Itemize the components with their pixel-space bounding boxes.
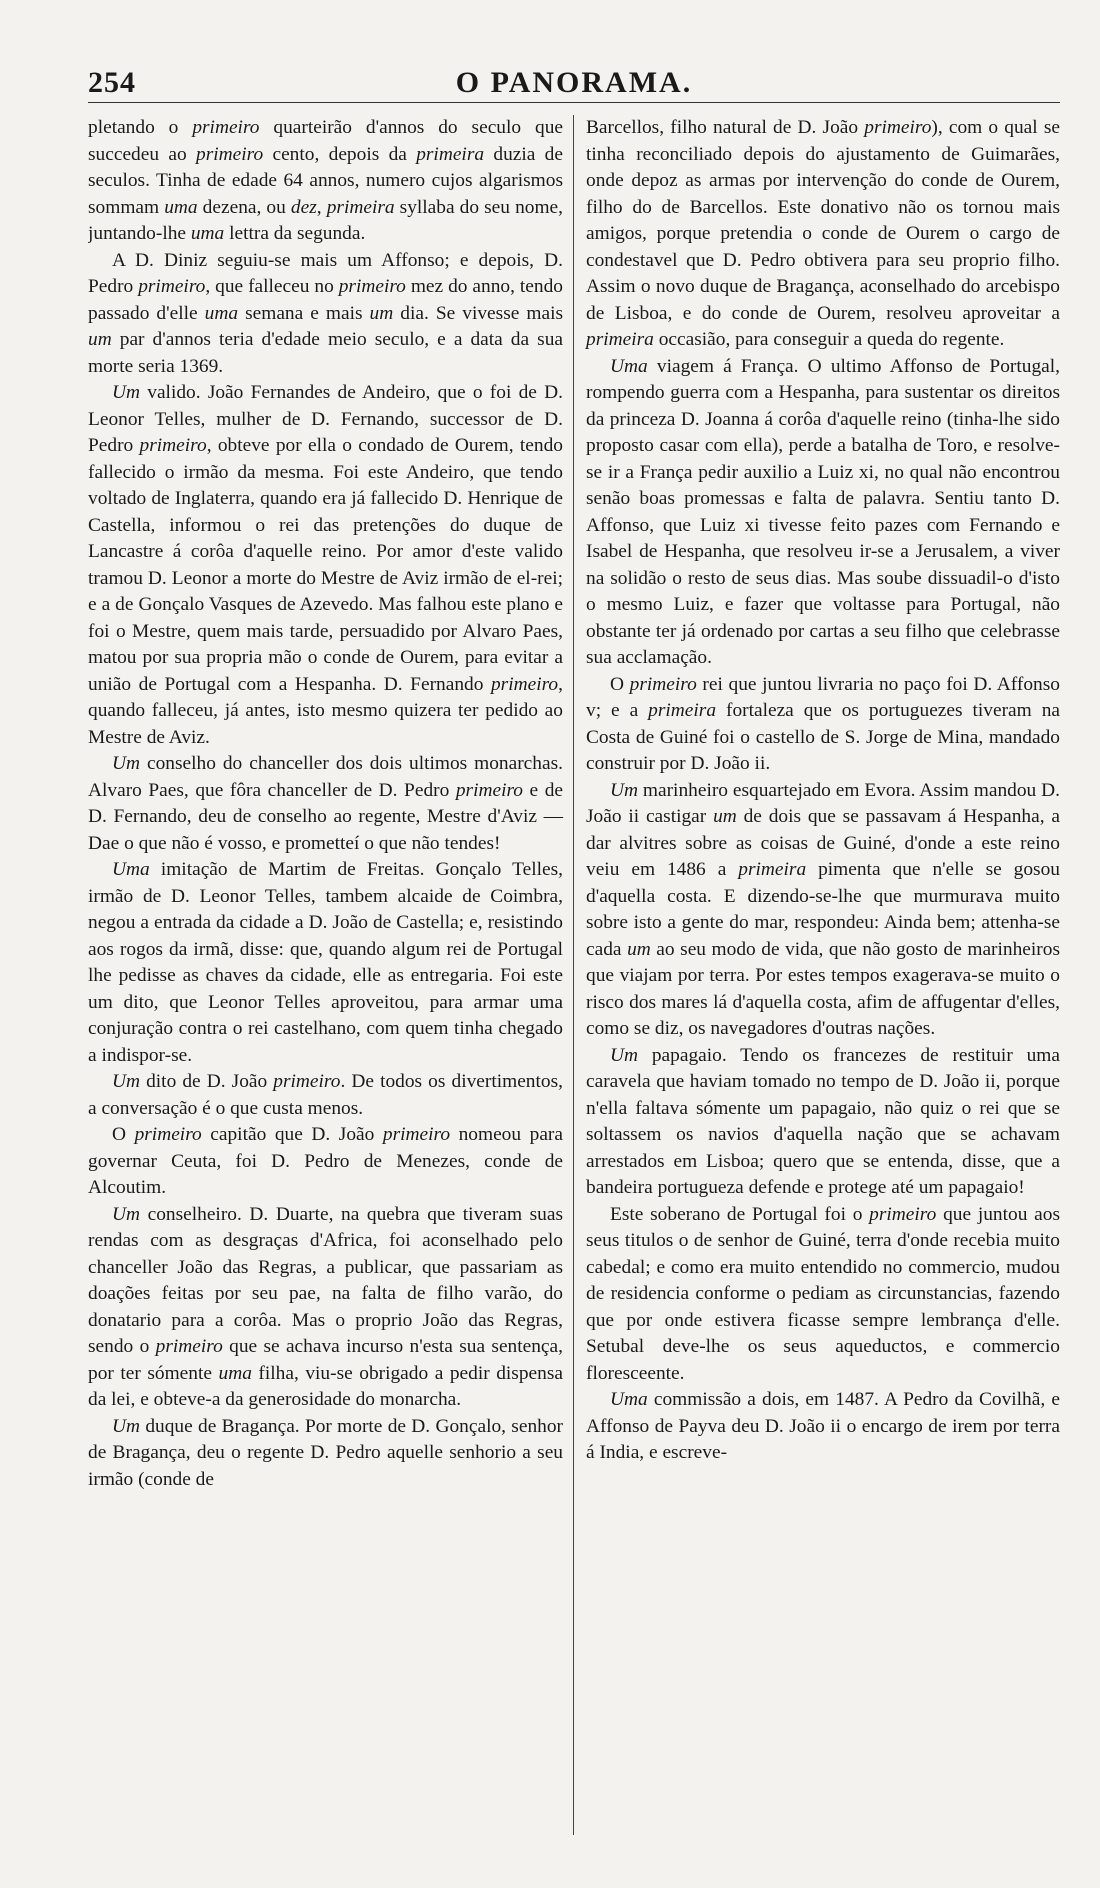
right-column [574, 115, 1060, 1835]
paragraph: Uma imitação de Martim de Freitas. Gonçalo Telles, irmão de D. Leonor Telles, tambem alcaide de Coimbra, negou a entrada da cidade a D. João de Castella; e, resistindo aos rogos da irmã, disse: que, quando algum rei de Portugal lhe pedisse as chaves da cidade, elle as entregaria. Foi este um dito, que Leonor Telles aproveitou, para armar uma conjuração contra o rei castelhano, com quem tinha chegado a indispor-se. [88, 859, 563, 1066]
paragraph: Barcellos, filho natural de D. João primeiro), com o qual se tinha reconciliado depois do ajustamento de Guimarães, onde depoz as armas por intervenção do conde de Ourem, filho do de Barcellos. Este donativo não os tornou mais amigos, porque pretendia o conde de Ourem o cargo de condestavel que D. Pedro obtivera para seu proprio filho. Assim o novo duque de Bragança, aconselhado do arcebispo de Lisboa, e do conde de Ourem, resolveu aproveitar a primeira occasião, para conseguir a queda do regente. [586, 117, 1060, 350]
paragraph: Um marinheiro esquartejado em Evora. Assim mandou D. João ii castigar um de dois que se passavam á Hespanha, a dar alvitres sobre as coisas de Guiné, d'onde a este reino veiu em 1486 a primeira pimenta que n'elle se gosou d'aquella costa. E dizendo-se-lhe que murmurava muito sobre isto a gente do mar, respondeu: Ainda bem; attenha-se cada um ao seu modo de vida, que não gosto de marinheiros que viajam por terra. Por estes tempos exagerava-se muito o risco dos mares lá d'aquella costa, afim de affugentar d'elles, como se diz, os navegadores d'outras nações. [586, 779, 1060, 1039]
page-number: 254 [88, 66, 136, 99]
paragraph: Um conselho do chanceller dos dois ultimos monarchas. Alvaro Paes, que fôra chanceller de D. Pedro primeiro e de D. Fernando, deu de conselho ao regente, Mestre d'Aviz — Dae o que não é vosso, e prometteí o que não tendes! [88, 753, 563, 854]
paragraph: Uma commissão a dois, em 1487. A Pedro da Covilhã, e Affonso de Payva deu D. João ii o encargo de irem por terra á India, e escreve- [586, 1389, 1060, 1463]
text-columns [88, 115, 1060, 1835]
page-header [88, 62, 1060, 103]
paragraph: pletando o primeiro quarteirão d'annos do seculo que succedeu ao primeiro cento, depois da primeira duzia de seculos. Tinha de edade 64 annos, numero cujos algarismos sommam uma dezena, ou dez, primeira syllaba do seu nome, juntando-lhe uma lettra da segunda. [88, 117, 563, 244]
paragraph: Um dito de D. João primeiro. De todos os divertimentos, a conversação é o que custa menos. [88, 1071, 563, 1119]
paragraph: Este soberano de Portugal foi o primeiro que juntou aos seus titulos o de senhor de Guiné, terra d'onde recebia muito cabedal; e como era muito entendido no commercio, mudou de residencia conforme o pediam as circunstancias, fazendo que por onde estivera ficasse sempre lembrança d'elle. Setubal deve-lhe os seus aqueductos, e commercio floresceente. [586, 1203, 1060, 1384]
paragraph: Um duque de Bragança. Por morte de D. Gonçalo, senhor de Bragança, deu o regente D. Pedro aquelle senhorio a seu irmão (conde de [88, 1415, 563, 1490]
paragraph: Um conselheiro. D. Duarte, na quebra que tiveram suas rendas com as desgraças d'Africa, foi aconselhado pelo chanceller João das Regras, a publicar, que passariam as doações feitas por seu pae, na falta de filho varão, do donatario para a corôa. Mas o proprio João das Regras, sendo o primeiro que se achava incurso n'esta sua sentença, por ter sómente uma filha, viu-se obrigado a pedir dispensa da lei, e obteve-a da generosidade do monarcha. [88, 1203, 563, 1410]
paragraph: O primeiro rei que juntou livraria no paço foi D. Affonso v; e a primeira fortaleza que os portuguezes tiveram na Costa de Guiné foi o castello de S. Jorge de Mina, mandado construir por D. João ii. [586, 673, 1060, 774]
paragraph: Um valido. João Fernandes de Andeiro, que o foi de D. Leonor Telles, mulher de D. Fernando, successor de D. Pedro primeiro, obteve por ella o condado de Ourem, tendo fallecido o irmão da mesma. Foi este Andeiro, que tendo voltado de Inglaterra, quando era já fallecido D. Henrique de Castella, informou o rei das pretenções do duque de Lancastre á corôa d'aquelle reino. Por amor d'este valido tramou D. Leonor a morte do Mestre de Aviz irmão de el-rei; e a de Gonçalo Vasques de Azevedo. Mas falhou este plano e foi o Mestre, quem mais tarde, persuadido por Alvaro Paes, matou por sua propria mão o conde de Ourem, para evitar a união de Portugal com a Hespanha. D. Fernando primeiro, quando falleceu, já antes, isto mesmo quizera ter pedido ao Mestre de Aviz. [88, 382, 563, 748]
left-column [88, 115, 574, 1835]
journal-title: O PANORAMA. [455, 66, 693, 99]
paragraph: Um papagaio. Tendo os francezes de restituir uma caravela que haviam tomado no tempo de D. João ii, porque n'ella faltava sómente um papagaio, não quiz o rei que se soltassem os navios d'aquella nação que se achavam arrestados em Lisboa; quero que se entenda, disse, que a bandeira portugueza defende e protege até um papagaio! [586, 1044, 1060, 1198]
paragraph: O primeiro capitão que D. João primeiro nomeou para governar Ceuta, foi D. Pedro de Menezes, conde de Alcoutim. [88, 1124, 563, 1198]
paragraph: A D. Diniz seguiu-se mais um Affonso; e depois, D. Pedro primeiro, que falleceu no primeiro mez do anno, tendo passado d'elle uma semana e mais um dia. Se vivesse mais um par d'annos teria d'edade meio seculo, e a data da sua morte seria 1369. [88, 249, 564, 377]
paragraph: Uma viagem á França. O ultimo Affonso de Portugal, rompendo guerra com a Hespanha, para sustentar os direitos da princeza D. Joanna á corôa d'aquelle reino (tinha-lhe sido proposto casar com ella), perde a batalha de Toro, e resolve-se ir a França pedir auxilio a Luiz xi, no qual não encontrou senão boas promessas e falta de palavra. Sentiu tanto D. Affonso, que Luiz xi tivesse feito pazes com Fernando e Isabel de Hespanha, que resolveu ir-se a Jerusalem, a viver na solidão o resto de seus dias. Mas soube dissuadil-o d'isto o mesmo Luiz, e fazer que voltasse para Portugal, não obstante ter já ordenado por cartas a seu filho que celebrasse sua acclamação. [586, 355, 1060, 668]
